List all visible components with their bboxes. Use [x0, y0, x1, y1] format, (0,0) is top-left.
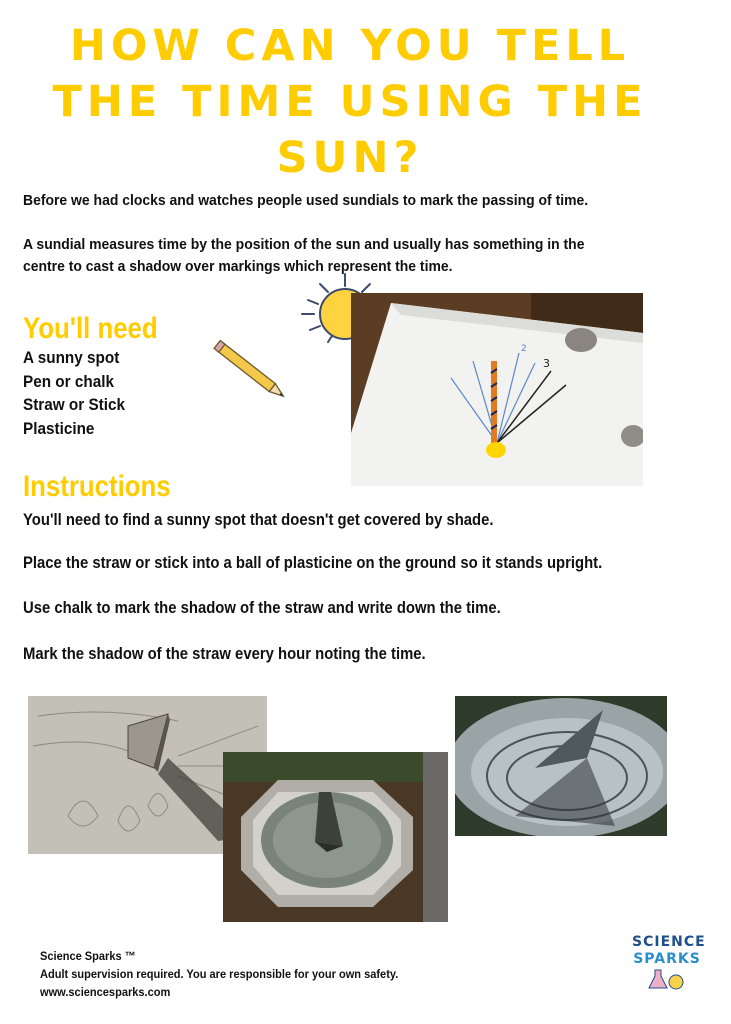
instruction-step-1: You'll need to find a sunny spot that doesn't get covered by shade.: [23, 511, 494, 529]
title-line-3: SUN?: [276, 133, 424, 183]
footer-notice: Adult supervision required. You are responsible for your own safety.: [40, 967, 399, 981]
instructions-heading: Instructions: [23, 470, 171, 503]
intro-paragraph-2: A sundial measures time by the position of the sun and usually has something in the centre to cast a shadow over markings which represent the time.: [23, 236, 585, 275]
intro-paragraph-1: Before we had clocks and watches people used sundials to mark the passing of time.: [23, 192, 589, 209]
garden-sundial-photo: [223, 752, 448, 922]
flask-icon: [647, 968, 687, 992]
logo-line-2: SPARKS: [633, 951, 701, 967]
footer-brand: Science Sparks ™: [40, 949, 136, 963]
needs-list: [23, 346, 136, 440]
title-line-2: THE TIME USING THE: [52, 77, 648, 127]
instruction-step-4: Mark the shadow of the straw every hour noting the time.: [23, 645, 426, 663]
needs-item: Plasticine: [23, 418, 95, 438]
needs-item: Pen or chalk: [23, 371, 114, 391]
needs-item: Straw or Stick: [23, 395, 126, 414]
chalk-mark-3: 3: [543, 357, 550, 370]
footer: [40, 947, 429, 1001]
instruction-step-3: Use chalk to mark the shadow of the straw and write down the time.: [23, 599, 501, 617]
instruction-step-2: Place the straw or stick into a ball of plasticine on the ground so it stands upright.: [23, 554, 603, 572]
footer-url: www.sciencesparks.com: [40, 985, 171, 999]
needs-item: A sunny spot: [23, 348, 120, 367]
page-title: [20, 18, 680, 186]
logo-line-1: SCIENCE: [632, 934, 706, 950]
pencil-icon: [205, 336, 300, 411]
title-line-1: HOW CAN YOU TELL: [69, 21, 631, 71]
chalk-mark-2: 2: [521, 344, 527, 354]
science-sparks-logo: [632, 934, 706, 996]
needs-heading: You'll need: [23, 312, 158, 345]
diy-sundial-photo: [351, 293, 643, 486]
stone-sundial-photo: [455, 696, 667, 836]
